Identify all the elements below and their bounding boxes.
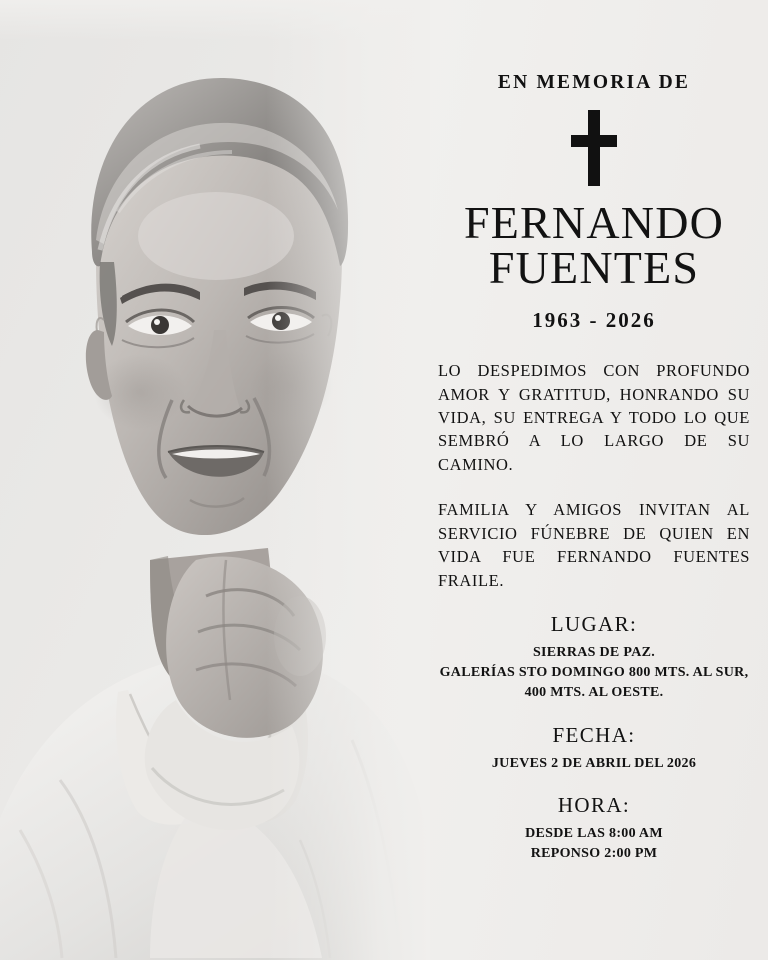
section-hora-title: HORA: (557, 793, 631, 818)
deceased-name-line-1: FERNANDO (463, 197, 725, 248)
section-fecha-title: FECHA: (552, 722, 636, 747)
section-lugar (420, 612, 768, 703)
in-memory-heading: EN MEMORIA DE (497, 72, 691, 93)
section-hora-line-1: DESDE LAS 8:00 AM (525, 826, 663, 842)
deceased-name (420, 197, 768, 294)
section-fecha-body (436, 754, 752, 774)
section-lugar-body (436, 643, 752, 703)
section-lugar-title: LUGAR: (550, 611, 638, 636)
tribute-paragraph-2: FAMILIA Y AMIGOS INVITAN AL SERVICIO FÚNEBRE DE QUIEN EN VIDA FUE FERNANDO FUENTES FRAILE. (438, 500, 750, 590)
memorial-content (420, 0, 768, 960)
section-hora (420, 793, 768, 864)
section-fecha-line-1: JUEVES 2 DE ABRIL DEL 2026 (491, 755, 697, 771)
section-hora-body (436, 824, 752, 864)
section-hora-line-2: REPONSO 2:00 PM (530, 846, 658, 862)
cross-horizontal-bar (571, 135, 617, 147)
cross-icon (567, 110, 621, 186)
section-lugar-line-3: 400 MTS. AL OESTE. (524, 684, 664, 700)
deceased-name-line-2: FUENTES (488, 242, 700, 294)
cross-vertical-bar (588, 110, 600, 186)
section-lugar-line-2: GALERÍAS STO DOMINGO 800 MTS. AL SUR, (439, 664, 749, 680)
life-years: 1963 - 2026 (532, 308, 656, 333)
tribute-paragraph-1: LO DESPEDIMOS CON PROFUNDO AMOR Y GRATITUD, HONRANDO SU VIDA, SU ENTREGA Y TODO LO QUE SEMBRÓ A LO LARGO DE SU CAMINO. (438, 361, 750, 474)
section-fecha (420, 723, 768, 774)
section-lugar-line-1: SIERRAS DE PAZ. (532, 644, 656, 660)
